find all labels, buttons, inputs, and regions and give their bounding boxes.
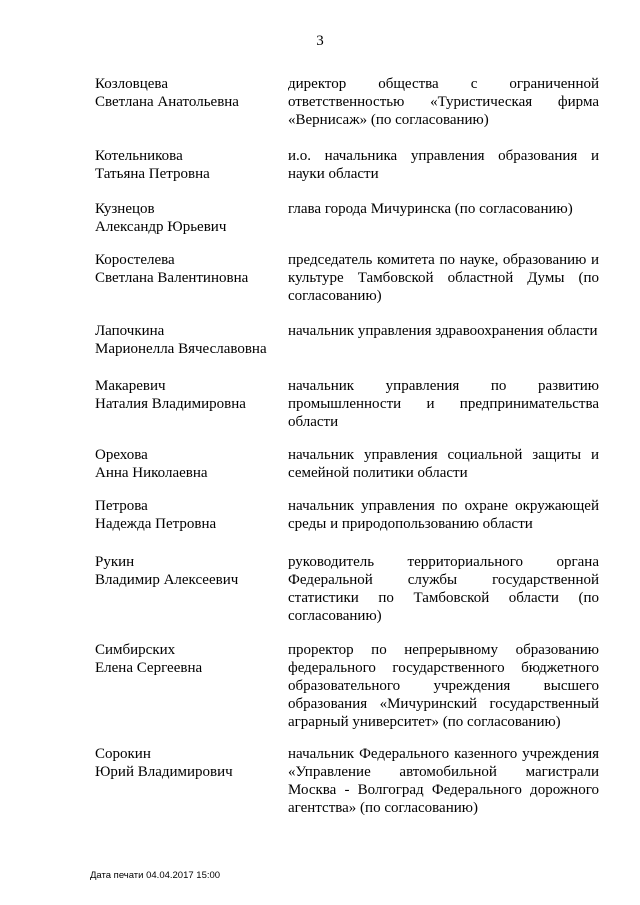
person-name	[95, 446, 280, 482]
surname: Сорокин	[95, 746, 151, 762]
position-description: начальник управления здравоохранения области	[288, 323, 598, 339]
person-name	[95, 200, 280, 236]
position-description: руководитель территориального органа Федеральной службы государственной статистики по Тамбовской области (по согласованию)	[288, 554, 599, 624]
given-names: Елена Сергеевна	[95, 660, 203, 676]
person-name	[95, 641, 280, 677]
surname: Симбирских	[95, 642, 176, 658]
person-name	[95, 147, 280, 183]
position-description: начальник Федерального казенного учреждения «Управление автомобильной магистрали Москва - Волгоград Федерального дорожного агентства» (по согласованию)	[288, 746, 599, 816]
person-name	[95, 251, 280, 287]
person-name	[95, 322, 280, 358]
page-number: 3	[316, 33, 324, 49]
position-description: председатель комитета по науке, образованию и культуре Тамбовской областной Думы (по согласованию)	[288, 252, 599, 304]
print-date: Дата печати 04.04.2017 15:00	[90, 870, 221, 881]
position-description: начальник управления социальной защиты и семейной политики области	[288, 447, 599, 481]
given-names: Светлана Анатольевна	[95, 94, 239, 110]
surname: Козловцева	[95, 76, 168, 92]
given-names: Юрий Владимирович	[95, 764, 233, 780]
given-names: Анна Николаевна	[95, 465, 208, 481]
person-name	[95, 497, 280, 533]
given-names: Владимир Алексеевич	[95, 572, 239, 588]
surname: Рукин	[95, 554, 135, 570]
given-names: Татьяна Петровна	[95, 166, 210, 182]
surname: Петрова	[95, 498, 148, 514]
position-description: проректор по непрерывному образованию федерального государственного бюджетного образовательного учреждения высшего образования «Мичуринский государственный аграрный университет» (по согласованию)	[288, 642, 599, 730]
given-names: Светлана Валентиновна	[95, 270, 249, 286]
person-name	[95, 377, 280, 413]
position-description: и.о. начальника управления образования и науки области	[288, 148, 599, 182]
position-description: глава города Мичуринска (по согласованию)	[288, 201, 573, 217]
surname: Коростелева	[95, 252, 175, 268]
person-name	[95, 75, 280, 111]
position-description: начальник управления по развитию промышленности и предпринимательства области	[288, 378, 599, 430]
given-names: Наталия Владимировна	[95, 396, 246, 412]
surname: Лапочкина	[95, 323, 165, 339]
surname: Макаревич	[95, 378, 166, 394]
given-names: Марионелла Вячеславовна	[95, 341, 267, 357]
given-names: Александр Юрьевич	[95, 219, 227, 235]
position-description: директор общества с ограниченной ответственностью «Туристическая фирма «Вернисаж» (по согласованию)	[288, 76, 599, 128]
person-name	[95, 553, 280, 589]
surname: Кузнецов	[95, 201, 155, 217]
given-names: Надежда Петровна	[95, 516, 217, 532]
person-name	[95, 745, 280, 781]
position-description: начальник управления по охране окружающей среды и природопользованию области	[288, 498, 599, 532]
surname: Орехова	[95, 447, 148, 463]
surname: Котельникова	[95, 148, 183, 164]
